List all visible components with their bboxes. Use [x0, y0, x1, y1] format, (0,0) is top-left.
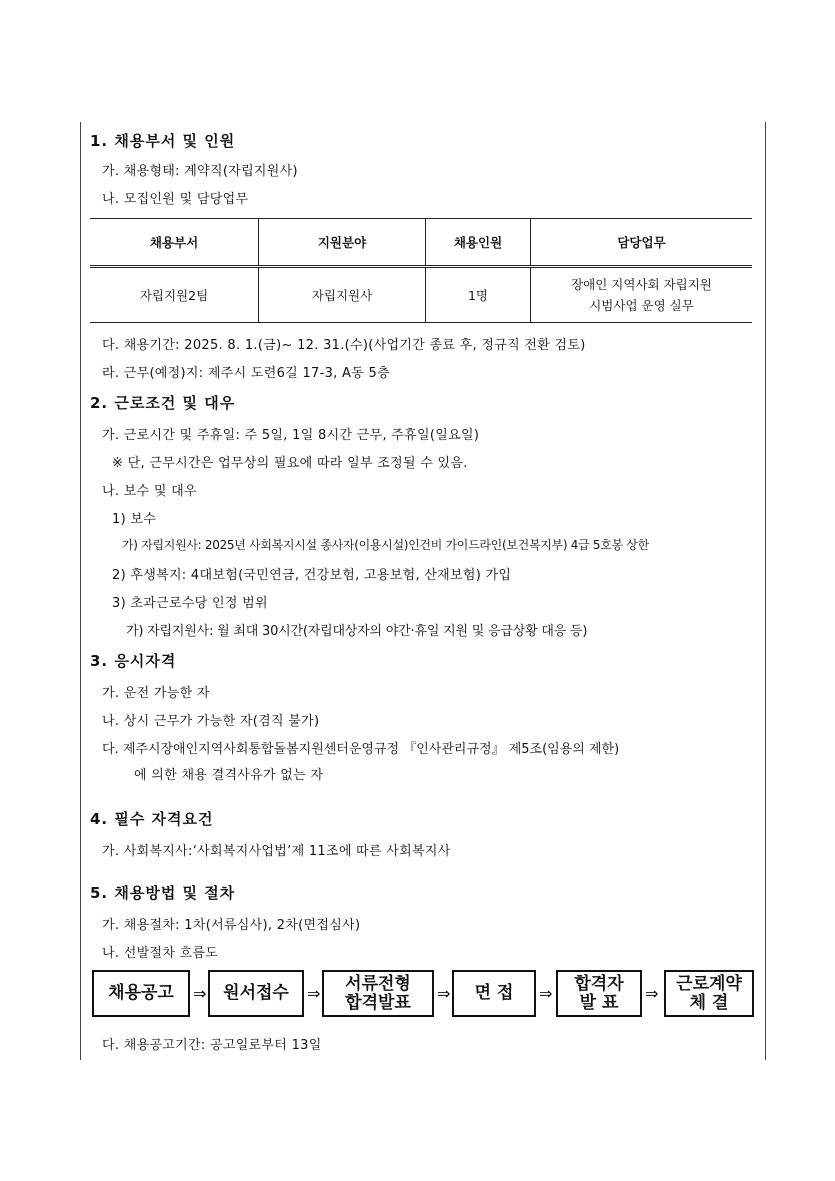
flow-step-application: 원서접수: [208, 970, 304, 1017]
section-3-item-b: 나. 상시 근무가 가능한 자(겸직 불가): [102, 714, 320, 729]
table-header-row: [90, 219, 752, 267]
section-2-item-b1a: 가) 자립지원사: 2025년 사회복지시설 종사자(이용시설)인건비 가이드라인(보건복지부) 4급 5호봉 상한: [122, 538, 649, 552]
table-cell: 자립지원2팀: [90, 267, 259, 323]
flow-arrow-icon: ⇒: [437, 984, 451, 1003]
section-4-item-a: 가. 사회복지사:‘사회복지사업법’제 11조에 따른 사회복지사: [102, 844, 451, 859]
table-header-cell: 지원분야: [259, 219, 426, 267]
table-row: [90, 267, 752, 323]
right-border-line: [765, 122, 766, 1060]
table-cell: 1명: [426, 267, 531, 323]
section-2-title: 2. 근로조건 및 대우: [90, 394, 236, 412]
section-3-item-c-cont: 에 의한 채용 결격사유가 없는 자: [134, 768, 324, 783]
section-1-title: 1. 채용부서 및 인원: [90, 132, 236, 150]
section-1-item-c: 다. 채용기간: 2025. 8. 1.(금)~ 12. 31.(수)(사업기간 종료 후, 정규직 전환 검토): [102, 338, 586, 353]
section-2-item-b3: 3) 초과근로수당 인정 범위: [112, 596, 268, 611]
flow-step-contract: 근로계약 체 결: [664, 970, 754, 1017]
flow-arrow-icon: ⇒: [307, 984, 321, 1003]
flow-step-document-screening: 서류전형 합격발표: [322, 970, 434, 1017]
recruitment-table: [90, 218, 752, 323]
table-header-cell: 채용부서: [90, 219, 259, 267]
flow-step-final-announcement: 합격자 발 표: [556, 970, 642, 1017]
section-1-item-b: 나. 모집인원 및 담당업무: [102, 192, 249, 207]
section-2-note: ※ 단, 근무시간은 업무상의 필요에 따라 일부 조정될 수 있음.: [112, 456, 468, 471]
left-border-line: [80, 122, 81, 1060]
flow-arrow-icon: ⇒: [645, 984, 659, 1003]
table-cell: 장애인 지역사회 자립지원 시범사업 운영 실무: [531, 267, 753, 323]
section-2-item-b3a: 가) 자립지원사: 월 최대 30시간(자립대상자의 야간·휴일 지원 및 응급상황 대응 등): [126, 624, 588, 639]
section-1-item-d: 라. 근무(예정)지: 제주시 도련6길 17-3, A동 5층: [102, 366, 390, 381]
section-3-title: 3. 응시자격: [90, 652, 177, 670]
section-3-item-c: 다. 제주시장애인지역사회통합돌봄지원센터운영규정 『인사관리규정』 제5조(임용의 제한): [102, 742, 620, 757]
table-cell: 자립지원사: [259, 267, 426, 323]
section-2-item-b2: 2) 후생복지: 4대보험(국민연금, 건강보험, 고용보험, 산재보험) 가입: [112, 568, 512, 583]
section-5-title: 5. 채용방법 및 절차: [90, 884, 236, 902]
section-2-item-b: 나. 보수 및 대우: [102, 484, 197, 499]
section-4-title: 4. 필수 자격요건: [90, 810, 214, 828]
flow-arrow-icon: ⇒: [193, 984, 207, 1003]
section-3-item-a: 가. 운전 가능한 자: [102, 686, 210, 701]
section-5-item-c: 다. 채용공고기간: 공고일로부터 13일: [102, 1038, 322, 1053]
table-header-cell: 담당업무: [531, 219, 753, 267]
section-5-item-b: 나. 선발절차 흐름도: [102, 946, 219, 961]
flow-arrow-icon: ⇒: [539, 984, 553, 1003]
section-5-item-a: 가. 채용절차: 1차(서류심사), 2차(면접심사): [102, 918, 361, 933]
section-2-item-b1: 1) 보수: [112, 512, 157, 527]
section-2-item-a: 가. 근로시간 및 주휴일: 주 5일, 1일 8시간 근무, 주휴일(일요일): [102, 428, 480, 443]
flow-step-interview: 면 접: [452, 970, 536, 1017]
table-header-cell: 채용인원: [426, 219, 531, 267]
section-1-item-a: 가. 채용형태: 계약직(자립지원사): [102, 164, 298, 179]
flow-step-recruitment-notice: 채용공고: [92, 970, 190, 1017]
